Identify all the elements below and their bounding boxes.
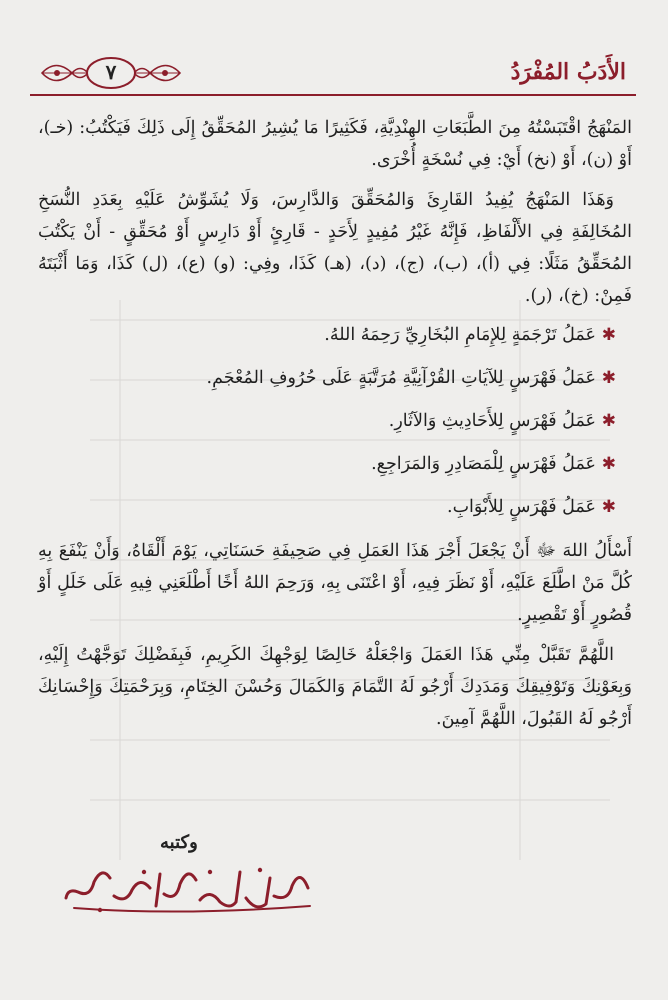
paragraph-supplication: أَسْأَلُ اللهَ ﷻ أَنْ يَجْعَلَ أَجْرَ هَذَا العَمَلِ فِي صَحِيفَةِ حَسَنَاتِي، يَوْمَ أَلْقَاهُ، وَأَنْ يَنْفَعَ بِهِ كُلَّ مَنْ اطَّلَعَ عَلَيْهِ، أَوْ نَظَرَ فِيهِ، أَوْ اعْتَنَى بِهِ، وَرَحِمَ اللهُ أَخًا أَطْلَعَنِي فِيهِ عَلَى خَلَلٍ أَوْ قُصُورٍ أَوْ تَقْصِيرٍ. — [38, 541, 632, 625]
list-item — [38, 363, 616, 393]
list-item — [38, 320, 616, 350]
list-item — [38, 492, 616, 522]
star-bullet-icon: ✱ — [601, 368, 616, 388]
paragraph-closing-prayer: اللَّهُمَّ تَقَبَّلْ مِنِّي هَذَا العَمَلَ وَاجْعَلْهُ خَالِصًا لِوَجْهِكَ الكَرِيمِ، فَبِفَضْلِكَ تَوَجَّهْتُ إِلَيْهِ، وَبِعَوْنِكَ وَتَوْفِيقِكَ وَمَدَدِكَ أَرْجُو لَهُ التَّمَامَ وَالكَمَالَ وَحُسْنَ الخِتَامِ، وَبِرَحْمَتِكَ وَإِحْسَانِكَ أَرْجُو لَهُ القَبُولَ، اللَّهُمَّ آمِينَ. — [38, 645, 632, 729]
list-item — [38, 449, 616, 479]
star-bullet-icon: ✱ — [601, 497, 616, 517]
work-list — [38, 320, 632, 522]
list-item-text: عَمَلُ فَهْرَسٍ لِلأَحَادِيثِ وَالآثَارِ. — [388, 411, 596, 431]
list-item-text: عَمَلُ فَهْرَسٍ لِلْمَصَادِرِ وَالمَرَاجِعِ. — [371, 454, 596, 474]
paragraph-methodology-intro: المَنْهَجُ اقْتَبَسْتُهُ مِنَ الطَّبَعَاتِ الهِنْدِيَّةِ، فَكَثِيرًا مَا يُشِيرُ المُحَقِّقُ إِلَى ذَلِكَ فَيَكْتُبُ: (خـ)، أَوْ (ن)، أَوْ (نخ) أَيْ: فِي نُسْخَةٍ أُخْرَى. — [38, 118, 632, 170]
main-text — [38, 112, 632, 743]
author-signature — [60, 858, 320, 918]
page-header — [30, 52, 636, 98]
signature-label: وكتبه — [160, 832, 198, 853]
header-divider — [30, 94, 636, 96]
star-bullet-icon: ✱ — [601, 454, 616, 474]
list-item-text: عَمَلُ فَهْرَسٍ لِلأَبْوَابِ. — [447, 497, 596, 517]
list-item-text: عَمَلُ فَهْرَسٍ لِلآيَاتِ القُرْآنِيَّةِ مُرَتَّبَةٍ عَلَى حُرُوفِ المُعْجَمِ. — [206, 368, 596, 388]
list-item — [38, 406, 616, 436]
list-item-text: عَمَلُ تَرْجَمَةٍ لِلإِمَامِ البُخَارِيِّ رَحِمَهُ اللهُ. — [324, 325, 596, 345]
running-title: الأَدَبُ المُفْرَدُ — [510, 59, 626, 85]
page-number: ٧ — [105, 60, 117, 84]
star-bullet-icon: ✱ — [601, 411, 616, 431]
paragraph-methodology-benefit: وَهَذَا المَنْهَجُ يُفِيدُ القَارِئَ وَالمُحَقِّقَ وَالدَّارِسَ، وَلَا يُشَوِّشُ عَلَيْهِ بِعَدَدِ النُّسَخِ المُخَالِفَةِ فِي الأَلْفَاظِ، فَإِنَّهُ غَيْرُ مُفِيدٍ لِأَحَدٍ - قَارِئٍ أَوْ دَارِسٍ أَوْ مُحَقِّقٍ - أَنْ يَكْتُبَ المُحَقِّقُ مَثَلًا: فِي (أ)، (ب)، (ج)، (د)، (هـ) كَذَا، وفِي: (و) (ع)، (ل) كَذَا، وَمَا أَثْبَتَهُ فَمِنْ: (خ)، (ر). — [38, 190, 632, 306]
star-bullet-icon: ✱ — [601, 325, 616, 345]
